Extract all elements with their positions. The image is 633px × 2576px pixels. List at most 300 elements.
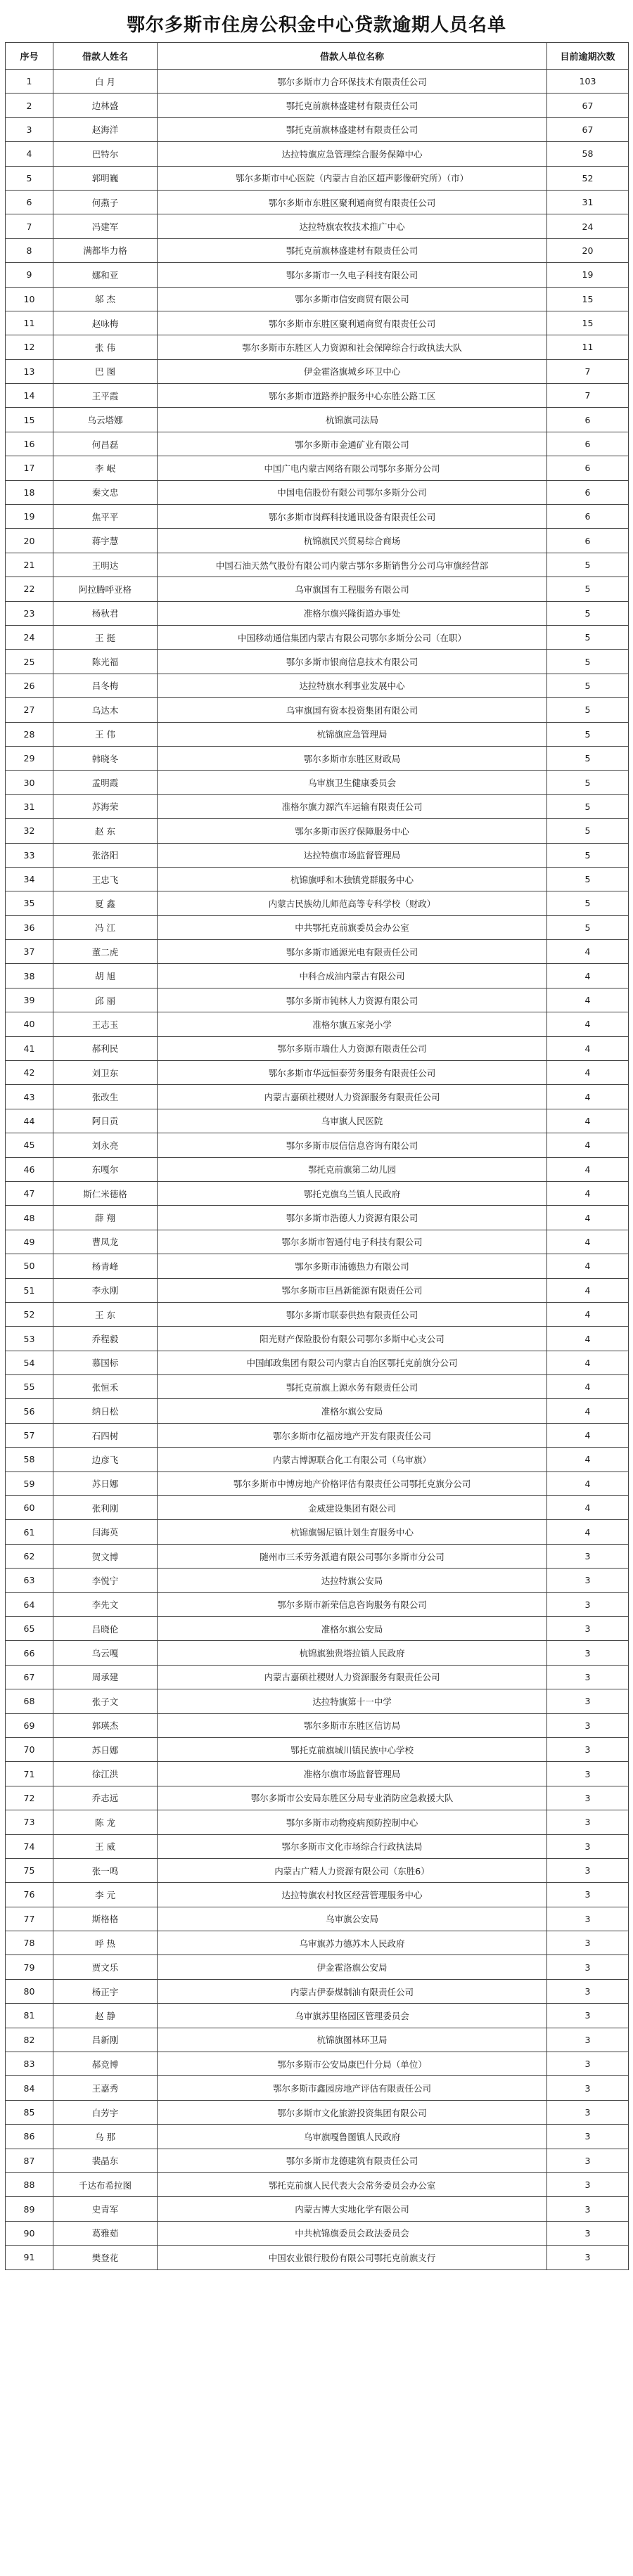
table-row: [6, 1810, 629, 1834]
cell-borrower-unit: 鄂尔多斯市智通付电子科技有限公司: [158, 1230, 547, 1254]
cell-overdue-count: 4: [547, 1278, 629, 1302]
cell-borrower-name: 何燕子: [53, 190, 158, 214]
cell-borrower-name: 杨正宇: [53, 1979, 158, 2003]
cell-overdue-count: 6: [547, 480, 629, 504]
table-row: [6, 722, 629, 746]
cell-serial-no: 13: [6, 359, 53, 383]
table-row: [6, 2197, 629, 2221]
cell-overdue-count: 3: [547, 1713, 629, 1737]
table-row: [6, 1471, 629, 1495]
cell-borrower-unit: 杭锦旗图林环卫局: [158, 2028, 547, 2052]
table-row: [6, 456, 629, 480]
cell-borrower-unit: 阳光财产保险股份有限公司鄂尔多斯中心支公司: [158, 1327, 547, 1351]
cell-serial-no: 20: [6, 529, 53, 553]
cell-serial-no: 37: [6, 940, 53, 964]
table-row: [6, 1737, 629, 1761]
table-row: [6, 1496, 629, 1520]
cell-borrower-name: 韩晓冬: [53, 746, 158, 770]
cell-borrower-unit: 中国移动通信集团内蒙古有限公司鄂尔多斯分公司（在职）: [158, 625, 547, 649]
cell-borrower-name: 刘卫东: [53, 1061, 158, 1085]
cell-borrower-unit: 鄂尔多斯市巨昌新能源有限责任公司: [158, 1278, 547, 1302]
cell-borrower-unit: 中国电信股份有限公司鄂尔多斯分公司: [158, 480, 547, 504]
cell-borrower-unit: 鄂托克前旗第二幼儿园: [158, 1157, 547, 1181]
table-row: [6, 650, 629, 674]
cell-borrower-name: 张 伟: [53, 335, 158, 359]
cell-overdue-count: 5: [547, 698, 629, 722]
table-row: [6, 311, 629, 335]
cell-serial-no: 45: [6, 1133, 53, 1157]
cell-serial-no: 8: [6, 238, 53, 262]
cell-borrower-unit: 准格尔旗力源汽车运输有限责任公司: [158, 794, 547, 818]
cell-borrower-unit: 中国石油天然气股份有限公司内蒙古鄂尔多斯销售分公司乌审旗经营部: [158, 553, 547, 577]
cell-borrower-name: 张改生: [53, 1085, 158, 1109]
cell-serial-no: 21: [6, 553, 53, 577]
cell-borrower-unit: 鄂托克前旗城川镇民族中心学校: [158, 1737, 547, 1761]
cell-serial-no: 56: [6, 1399, 53, 1423]
cell-overdue-count: 11: [547, 335, 629, 359]
table-row: [6, 384, 629, 408]
cell-borrower-name: 边彦飞: [53, 1448, 158, 1471]
cell-borrower-name: 蒋宇慧: [53, 529, 158, 553]
cell-serial-no: 29: [6, 746, 53, 770]
cell-serial-no: 35: [6, 891, 53, 915]
cell-borrower-unit: 鄂尔多斯市钝林人力资源有限公司: [158, 988, 547, 1012]
cell-serial-no: 10: [6, 287, 53, 311]
cell-borrower-name: 王忠飞: [53, 867, 158, 891]
table-row: [6, 1157, 629, 1181]
cell-overdue-count: 6: [547, 408, 629, 432]
cell-borrower-name: 周承建: [53, 1665, 158, 1689]
cell-borrower-name: 张恒禾: [53, 1375, 158, 1399]
cell-overdue-count: 24: [547, 214, 629, 238]
cell-borrower-unit: 准格尔旗公安局: [158, 1617, 547, 1641]
cell-overdue-count: 4: [547, 964, 629, 988]
cell-serial-no: 6: [6, 190, 53, 214]
cell-borrower-unit: 鄂托克前旗林盛建材有限责任公司: [158, 117, 547, 141]
cell-borrower-name: 王 伟: [53, 722, 158, 746]
table-row: [6, 142, 629, 166]
cell-overdue-count: 5: [547, 625, 629, 649]
cell-borrower-unit: 中国邮政集团有限公司内蒙古自治区鄂托克前旗分公司: [158, 1351, 547, 1374]
cell-overdue-count: 3: [547, 1544, 629, 1568]
cell-overdue-count: 3: [547, 1737, 629, 1761]
cell-overdue-count: 3: [547, 2028, 629, 2052]
cell-serial-no: 65: [6, 1617, 53, 1641]
table-row: [6, 1399, 629, 1423]
cell-borrower-unit: 鄂尔多斯市银商信息技术有限公司: [158, 650, 547, 674]
cell-borrower-name: 王 威: [53, 1834, 158, 1858]
cell-borrower-unit: 鄂托克前旗林盛建材有限责任公司: [158, 94, 547, 117]
cell-borrower-name: 千达布希拉图: [53, 2172, 158, 2196]
cell-overdue-count: 5: [547, 746, 629, 770]
cell-overdue-count: 3: [547, 1931, 629, 1955]
cell-borrower-unit: 乌审旗人民医院: [158, 1109, 547, 1133]
cell-borrower-name: 赵海洋: [53, 117, 158, 141]
cell-serial-no: 58: [6, 1448, 53, 1471]
cell-overdue-count: 3: [547, 2125, 629, 2149]
cell-serial-no: 12: [6, 335, 53, 359]
cell-serial-no: 15: [6, 408, 53, 432]
cell-serial-no: 36: [6, 915, 53, 939]
cell-serial-no: 34: [6, 867, 53, 891]
table-row: [6, 505, 629, 529]
cell-borrower-unit: 金威建设集团有限公司: [158, 1496, 547, 1520]
table-row: [6, 2028, 629, 2052]
table-row: [6, 1206, 629, 1230]
table-row: [6, 2052, 629, 2076]
cell-overdue-count: 4: [547, 940, 629, 964]
cell-borrower-name: 冯建军: [53, 214, 158, 238]
cell-serial-no: 33: [6, 843, 53, 867]
cell-serial-no: 62: [6, 1544, 53, 1568]
cell-borrower-unit: 鄂尔多斯市公安局康巴什分局（单位）: [158, 2052, 547, 2076]
table-row: [6, 1181, 629, 1205]
cell-borrower-name: 边林盛: [53, 94, 158, 117]
cell-borrower-unit: 鄂托克前旗林盛建材有限责任公司: [158, 238, 547, 262]
table-row: [6, 843, 629, 867]
cell-borrower-unit: 达拉特旗第十一中学: [158, 1689, 547, 1713]
cell-overdue-count: 5: [547, 674, 629, 697]
cell-borrower-unit: 鄂尔多斯市东胜区人力资源和社会保障综合行政执法大队: [158, 335, 547, 359]
cell-borrower-name: 苏日娜: [53, 1737, 158, 1761]
cell-overdue-count: 6: [547, 529, 629, 553]
table-row: [6, 940, 629, 964]
cell-overdue-count: 4: [547, 1448, 629, 1471]
table-row: [6, 2172, 629, 2196]
cell-overdue-count: 4: [547, 1085, 629, 1109]
table-row: [6, 1689, 629, 1713]
cell-overdue-count: 5: [547, 794, 629, 818]
cell-serial-no: 24: [6, 625, 53, 649]
cell-borrower-unit: 鄂尔多斯市辰信信息咨询有限公司: [158, 1133, 547, 1157]
cell-serial-no: 27: [6, 698, 53, 722]
table-row: [6, 70, 629, 94]
cell-borrower-unit: 鄂尔多斯市东胜区财政局: [158, 746, 547, 770]
table-row: [6, 263, 629, 287]
cell-serial-no: 64: [6, 1592, 53, 1616]
cell-borrower-unit: 达拉特旗农牧技术推广中心: [158, 214, 547, 238]
cell-borrower-name: 白芳宇: [53, 2100, 158, 2124]
cell-overdue-count: 3: [547, 2100, 629, 2124]
cell-borrower-unit: 伊金霍洛旗城乡环卫中心: [158, 359, 547, 383]
cell-borrower-name: 邬 杰: [53, 287, 158, 311]
cell-borrower-unit: 鄂尔多斯市通源光电有限责任公司: [158, 940, 547, 964]
cell-borrower-unit: 中共杭锦旗委员会政法委员会: [158, 2221, 547, 2245]
table-row: [6, 601, 629, 625]
table-row: [6, 2246, 629, 2269]
cell-borrower-unit: 杭锦旗司法局: [158, 408, 547, 432]
cell-borrower-name: 杨青峰: [53, 1254, 158, 1278]
cell-serial-no: 9: [6, 263, 53, 287]
cell-serial-no: 1: [6, 70, 53, 94]
cell-overdue-count: 4: [547, 1061, 629, 1085]
cell-borrower-name: 阿拉腾呼亚格: [53, 577, 158, 601]
table-row: [6, 432, 629, 456]
cell-serial-no: 89: [6, 2197, 53, 2221]
cell-borrower-name: 白 月: [53, 70, 158, 94]
cell-borrower-name: 斯仁米德格: [53, 1181, 158, 1205]
table-row: [6, 190, 629, 214]
cell-borrower-unit: 达拉特旗应急管理综合服务保障中心: [158, 142, 547, 166]
cell-serial-no: 79: [6, 1955, 53, 1979]
cell-overdue-count: 31: [547, 190, 629, 214]
table-row: [6, 1883, 629, 1907]
cell-overdue-count: 3: [547, 1858, 629, 1882]
table-row: [6, 1641, 629, 1665]
cell-borrower-unit: 乌审旗嘎鲁图镇人民政府: [158, 2125, 547, 2149]
cell-overdue-count: 4: [547, 1423, 629, 1447]
cell-serial-no: 47: [6, 1181, 53, 1205]
cell-overdue-count: 3: [547, 2197, 629, 2221]
table-row: [6, 915, 629, 939]
table-row: [6, 1085, 629, 1109]
cell-overdue-count: 5: [547, 771, 629, 794]
cell-borrower-unit: 乌审旗国有工程服务有限公司: [158, 577, 547, 601]
cell-borrower-name: 夏 鑫: [53, 891, 158, 915]
cell-overdue-count: 20: [547, 238, 629, 262]
cell-borrower-name: 乌达木: [53, 698, 158, 722]
cell-borrower-name: 王平霞: [53, 384, 158, 408]
cell-overdue-count: 3: [547, 2221, 629, 2245]
cell-serial-no: 16: [6, 432, 53, 456]
cell-borrower-unit: 准格尔旗五家尧小学: [158, 1012, 547, 1036]
cell-serial-no: 46: [6, 1157, 53, 1181]
table-row: [6, 335, 629, 359]
cell-overdue-count: 5: [547, 553, 629, 577]
cell-borrower-unit: 内蒙古广精人力资源有限公司（东胜6）: [158, 1858, 547, 1882]
cell-overdue-count: 15: [547, 287, 629, 311]
table-row: [6, 2004, 629, 2028]
cell-borrower-name: 张子文: [53, 1689, 158, 1713]
table-row: [6, 1133, 629, 1157]
cell-overdue-count: 3: [547, 1641, 629, 1665]
cell-serial-no: 50: [6, 1254, 53, 1278]
table-row: [6, 2125, 629, 2149]
cell-borrower-name: 杨秋君: [53, 601, 158, 625]
cell-serial-no: 5: [6, 166, 53, 190]
cell-borrower-name: 李悦宁: [53, 1569, 158, 1592]
cell-serial-no: 26: [6, 674, 53, 697]
cell-overdue-count: 5: [547, 722, 629, 746]
table-row: [6, 988, 629, 1012]
cell-serial-no: 78: [6, 1931, 53, 1955]
cell-borrower-unit: 鄂尔多斯市亿福房地产开发有限责任公司: [158, 1423, 547, 1447]
cell-borrower-name: 焦平平: [53, 505, 158, 529]
cell-borrower-name: 巴 图: [53, 359, 158, 383]
table-row: [6, 1713, 629, 1737]
table-row: [6, 1592, 629, 1616]
table-row: [6, 1012, 629, 1036]
cell-borrower-unit: 中国广电内蒙古网络有限公司鄂尔多斯分公司: [158, 456, 547, 480]
cell-borrower-name: 王嘉秀: [53, 2076, 158, 2100]
table-row: [6, 1109, 629, 1133]
cell-overdue-count: 4: [547, 1181, 629, 1205]
cell-borrower-name: 闫海英: [53, 1520, 158, 1544]
cell-borrower-name: 史青军: [53, 2197, 158, 2221]
cell-borrower-unit: 准格尔旗公安局: [158, 1399, 547, 1423]
cell-borrower-unit: 鄂尔多斯市东胜区聚利通商贸有限责任公司: [158, 190, 547, 214]
cell-serial-no: 31: [6, 794, 53, 818]
cell-serial-no: 82: [6, 2028, 53, 2052]
cell-serial-no: 76: [6, 1883, 53, 1907]
table-row: [6, 794, 629, 818]
table-row: [6, 1375, 629, 1399]
cell-borrower-name: 贾文乐: [53, 1955, 158, 1979]
cell-serial-no: 2: [6, 94, 53, 117]
cell-serial-no: 30: [6, 771, 53, 794]
cell-serial-no: 67: [6, 1665, 53, 1689]
cell-borrower-name: 郭明巍: [53, 166, 158, 190]
cell-serial-no: 90: [6, 2221, 53, 2245]
cell-overdue-count: 4: [547, 1375, 629, 1399]
cell-overdue-count: 67: [547, 94, 629, 117]
cell-borrower-unit: 鄂尔多斯市公安局东胜区分局专业消防应急救援大队: [158, 1786, 547, 1810]
cell-borrower-unit: 鄂托克前旗人民代表大会常务委员会办公室: [158, 2172, 547, 2196]
cell-borrower-unit: 达拉特旗农村牧区经营管理服务中心: [158, 1883, 547, 1907]
table-row: [6, 480, 629, 504]
cell-serial-no: 63: [6, 1569, 53, 1592]
header-borrower-name: 借款人姓名: [53, 43, 158, 70]
cell-borrower-name: 吕冬梅: [53, 674, 158, 697]
cell-borrower-name: 斯格格: [53, 1907, 158, 1931]
cell-serial-no: 71: [6, 1762, 53, 1786]
cell-borrower-name: 胡 旭: [53, 964, 158, 988]
cell-borrower-unit: 内蒙古嘉硕社稷财人力资源服务有限责任公司: [158, 1085, 547, 1109]
cell-serial-no: 49: [6, 1230, 53, 1254]
cell-serial-no: 69: [6, 1713, 53, 1737]
cell-serial-no: 25: [6, 650, 53, 674]
cell-borrower-unit: 鄂尔多斯市东胜区聚利通商贸有限责任公司: [158, 311, 547, 335]
cell-overdue-count: 4: [547, 1327, 629, 1351]
cell-serial-no: 19: [6, 505, 53, 529]
cell-borrower-name: 曹凤龙: [53, 1230, 158, 1254]
cell-borrower-name: 吕晓伦: [53, 1617, 158, 1641]
cell-serial-no: 17: [6, 456, 53, 480]
header-serial-no: 序号: [6, 43, 53, 70]
cell-serial-no: 7: [6, 214, 53, 238]
cell-borrower-unit: 内蒙古民族幼儿师范高等专科学校（财政）: [158, 891, 547, 915]
table-row: [6, 1834, 629, 1858]
cell-serial-no: 28: [6, 722, 53, 746]
cell-serial-no: 73: [6, 1810, 53, 1834]
table-row: [6, 746, 629, 770]
cell-overdue-count: 4: [547, 1351, 629, 1374]
table-row: [6, 1061, 629, 1085]
cell-borrower-unit: 内蒙古博大实地化学有限公司: [158, 2197, 547, 2221]
cell-overdue-count: 3: [547, 1955, 629, 1979]
cell-overdue-count: 5: [547, 601, 629, 625]
cell-borrower-unit: 鄂尔多斯市浩德人力资源有限公司: [158, 1206, 547, 1230]
cell-overdue-count: 6: [547, 432, 629, 456]
cell-overdue-count: 5: [547, 650, 629, 674]
cell-overdue-count: 5: [547, 819, 629, 843]
table-row: [6, 1254, 629, 1278]
cell-serial-no: 88: [6, 2172, 53, 2196]
table-row: [6, 408, 629, 432]
cell-borrower-name: 薛 翔: [53, 1206, 158, 1230]
cell-borrower-unit: 鄂托克旗乌兰镇人民政府: [158, 1181, 547, 1205]
table-row: [6, 867, 629, 891]
cell-borrower-name: 秦文忠: [53, 480, 158, 504]
table-row: [6, 1520, 629, 1544]
cell-serial-no: 81: [6, 2004, 53, 2028]
cell-borrower-unit: 中国农业银行股份有限公司鄂托克前旗支行: [158, 2246, 547, 2269]
cell-borrower-unit: 内蒙古嘉硕社稷财人力资源服务有限责任公司: [158, 1665, 547, 1689]
cell-borrower-unit: 鄂尔多斯市道路养护服务中心东胜公路工区: [158, 384, 547, 408]
cell-serial-no: 75: [6, 1858, 53, 1882]
cell-serial-no: 43: [6, 1085, 53, 1109]
cell-borrower-unit: 达拉特旗水利事业发展中心: [158, 674, 547, 697]
cell-borrower-name: 冯 江: [53, 915, 158, 939]
cell-borrower-unit: 中共鄂托克前旗委员会办公室: [158, 915, 547, 939]
cell-borrower-unit: 鄂尔多斯市新荣信息咨询服务有限公司: [158, 1592, 547, 1616]
table-row: [6, 2149, 629, 2172]
cell-overdue-count: 3: [547, 2246, 629, 2269]
cell-borrower-unit: 鄂尔多斯市一久电子科技有限公司: [158, 263, 547, 287]
cell-overdue-count: 4: [547, 1302, 629, 1326]
cell-overdue-count: 3: [547, 1979, 629, 2003]
cell-overdue-count: 4: [547, 1520, 629, 1544]
cell-overdue-count: 4: [547, 1157, 629, 1181]
cell-serial-no: 52: [6, 1302, 53, 1326]
cell-serial-no: 42: [6, 1061, 53, 1085]
cell-borrower-name: 樊登花: [53, 2246, 158, 2269]
cell-serial-no: 60: [6, 1496, 53, 1520]
cell-overdue-count: 5: [547, 915, 629, 939]
cell-borrower-name: 苏海荣: [53, 794, 158, 818]
table-row: [6, 1617, 629, 1641]
cell-borrower-unit: 鄂托克前旗上源水务有限责任公司: [158, 1375, 547, 1399]
table-row: [6, 891, 629, 915]
table-row: [6, 1351, 629, 1374]
cell-overdue-count: 3: [547, 2172, 629, 2196]
cell-serial-no: 14: [6, 384, 53, 408]
cell-overdue-count: 6: [547, 505, 629, 529]
table-row: [6, 819, 629, 843]
cell-borrower-name: 邱 丽: [53, 988, 158, 1012]
cell-overdue-count: 3: [547, 1617, 629, 1641]
cell-borrower-unit: 内蒙古博源联合化工有限公司（乌审旗）: [158, 1448, 547, 1471]
cell-borrower-name: 赵 东: [53, 819, 158, 843]
cell-overdue-count: 3: [547, 1834, 629, 1858]
cell-serial-no: 80: [6, 1979, 53, 2003]
cell-borrower-unit: 杭锦旗应急管理局: [158, 722, 547, 746]
cell-borrower-unit: 内蒙古伊泰煤制油有限责任公司: [158, 1979, 547, 2003]
cell-borrower-name: 王 挺: [53, 625, 158, 649]
table-row: [6, 2076, 629, 2100]
cell-borrower-unit: 鄂尔多斯市鑫园房地产评估有限责任公司: [158, 2076, 547, 2100]
cell-serial-no: 44: [6, 1109, 53, 1133]
cell-overdue-count: 3: [547, 1689, 629, 1713]
cell-borrower-name: 董二虎: [53, 940, 158, 964]
table-row: [6, 1665, 629, 1689]
table-row: [6, 1544, 629, 1568]
table-row: [6, 771, 629, 794]
header-overdue-count: 目前逾期次数: [547, 43, 629, 70]
cell-borrower-unit: 鄂尔多斯市瑞仕人力资源有限责任公司: [158, 1036, 547, 1060]
cell-serial-no: 40: [6, 1012, 53, 1036]
cell-borrower-unit: 杭锦旗独贵塔拉镇人民政府: [158, 1641, 547, 1665]
cell-serial-no: 72: [6, 1786, 53, 1810]
header-row: [6, 43, 629, 70]
cell-serial-no: 87: [6, 2149, 53, 2172]
header-borrower-unit: 借款人单位名称: [158, 43, 547, 70]
cell-borrower-unit: 乌审旗公安局: [158, 1907, 547, 1931]
cell-overdue-count: 3: [547, 2076, 629, 2100]
cell-borrower-name: 孟明霞: [53, 771, 158, 794]
cell-borrower-unit: 鄂尔多斯市文化旅游投资集团有限公司: [158, 2100, 547, 2124]
table-row: [6, 359, 629, 383]
